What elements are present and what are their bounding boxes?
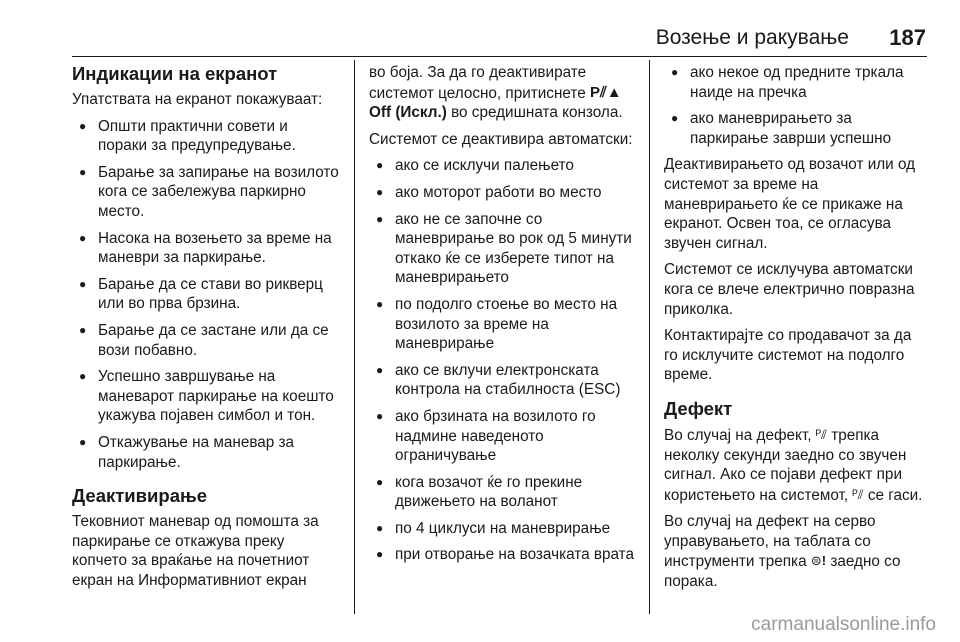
column-3 <box>664 63 928 599</box>
bullet-list <box>664 63 928 148</box>
column-1 <box>72 63 340 597</box>
list-item: ● Откажување на маневар за паркирање. <box>72 433 340 472</box>
text: се гаси. <box>867 486 923 504</box>
park-assist-icon: ᴾ⫽ <box>815 426 827 442</box>
list-item: ● ако се исклучи палењето <box>369 156 635 176</box>
list-item: ● ако брзината на возилото го надмине наведеното ограничување <box>369 407 635 466</box>
list-item: ● по подолго стоење во место на возилото за време на маневрирање <box>369 295 635 354</box>
list-item: ● ако маневрирањето за паркирање заврши успешно <box>664 109 928 148</box>
text: трепка неколку секунди заедно со звучен сигнал. Ако се појави дефект при користењето на системот, <box>664 426 907 504</box>
page-number: 187 <box>889 25 926 50</box>
text: Во случај на дефект, <box>664 426 812 444</box>
list-item: ● ако не се започне со маневрирање во рок од 5 минути откако ќе се изберете типот на маневрирањето <box>369 210 635 288</box>
text: во боја. За да го деактивирате системот целосно, притиснете <box>369 64 587 102</box>
list-item: ● Барање за запирање на возилото кога се забележува паркирно место. <box>72 163 340 222</box>
list-item: ● Барање да се стави во рикверц или во прва брзина. <box>72 275 340 314</box>
watermark: carmanualsonline.info <box>751 614 936 635</box>
list-item: ● кога возачот ќе го прекине движењето на воланот <box>369 473 635 512</box>
list-item: ● ако моторот работи во место <box>369 183 635 203</box>
text-bold: Off (Искл.) <box>369 104 447 122</box>
text: Во случај на дефект на серво управувањето, на таблата со инструменти трепка <box>664 513 876 571</box>
column-2 <box>369 63 635 572</box>
list-item: ● Општи практични совети и пораки за предупредување. <box>72 117 340 156</box>
text: заедно со порака. <box>664 553 901 591</box>
header-title: Возење и ракување <box>655 26 849 49</box>
list-item: ● Насока на возењето за време на маневри за паркирање. <box>72 229 340 268</box>
paragraph: Системот се исклучува автоматски кога се влече електрично повразна приколка. <box>664 261 915 318</box>
park-assist-icon: P⫽▲ <box>590 83 622 101</box>
column-divider <box>649 60 650 614</box>
list-item: ● Барање да се застане или да се вози побавно. <box>72 321 340 360</box>
bullet-list <box>369 156 635 565</box>
page-header <box>72 24 927 57</box>
paragraph: Тековниот маневар од помошта за паркирање се откажува преку копчето за враќање на почетниот екран на Информативниот екран <box>72 513 319 589</box>
list-item: ● Успешно завршување на маневарот паркирање на коешто укажува појавен симбол и тон. <box>72 367 340 426</box>
steering-warning-icon: ⊜! <box>810 553 827 569</box>
list-item: ● ако некое од предните тркала наиде на пречка <box>664 63 928 102</box>
paragraph <box>664 425 928 505</box>
paragraph <box>664 512 928 591</box>
paragraph: Контактирајте со продавачот за да го исклучите системот на подолго време. <box>664 327 912 384</box>
paragraph: Упатствата на екранот покажуваат: <box>72 91 323 108</box>
section-heading: Деактивирање <box>72 485 208 507</box>
text: во средишната конзола. <box>451 104 623 122</box>
list-item: ● по 4 циклуси на маневрирање <box>369 519 635 539</box>
paragraph <box>369 63 635 123</box>
park-assist-icon: ᴾ⫽ <box>852 486 864 502</box>
paragraph: Деактивирањето од возачот или од системот за време на маневрирањето ќе се прикаже на екранот. Освен тоа, се огласува звучен сигнал. <box>664 156 916 252</box>
section-heading: Индикации на екранот <box>72 63 278 84</box>
column-divider <box>354 60 355 614</box>
list-item: ● при отворање на возачката врата <box>369 545 635 565</box>
bullet-list <box>72 117 340 473</box>
section-heading: Дефект <box>664 397 733 419</box>
paragraph: Системот се деактивира автоматски: <box>369 130 633 148</box>
list-item: ● ако се вклучи електронската контрола на стабилноста (ESC) <box>369 361 635 400</box>
